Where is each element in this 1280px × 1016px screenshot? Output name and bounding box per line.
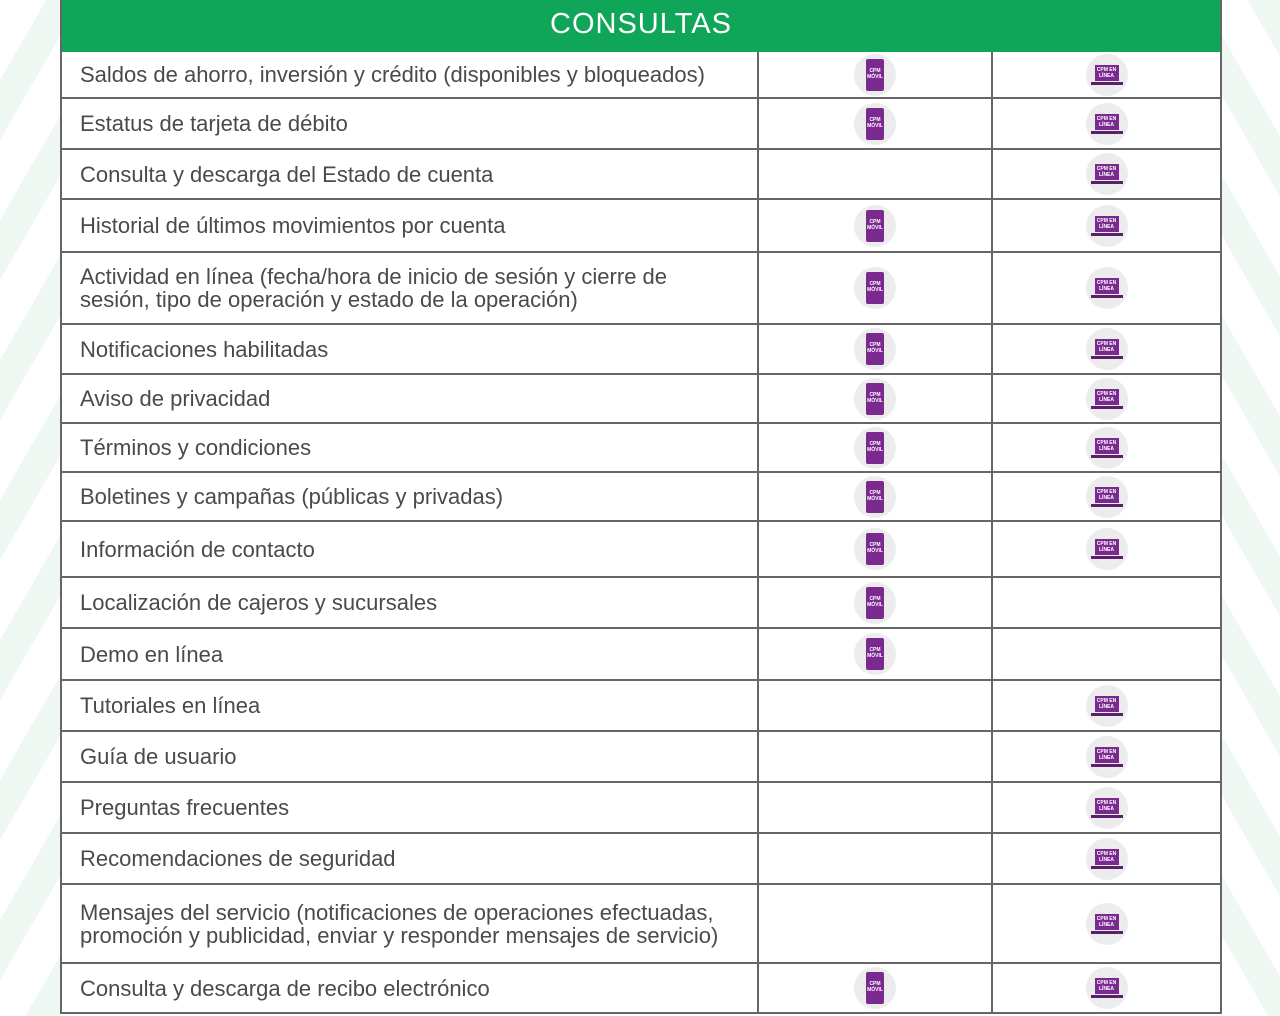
mobile-cell <box>759 375 993 422</box>
laptop-online-icon: CPM EN LÍNEA <box>1086 328 1128 370</box>
table-header: CONSULTAS <box>62 0 1220 52</box>
table-row <box>62 964 1220 1014</box>
mobile-cell <box>759 52 993 97</box>
table-row <box>62 52 1220 99</box>
mobile-app-icon: CPM MÓVIL <box>854 582 896 624</box>
laptop-online-icon: CPM EN LÍNEA <box>1086 427 1128 469</box>
table-row <box>62 522 1220 578</box>
mobile-cell <box>759 629 993 679</box>
feature-label: Aviso de privacidad <box>62 375 759 422</box>
table-row <box>62 681 1220 732</box>
table-row <box>62 99 1220 150</box>
laptop-online-icon: CPM EN LÍNEA <box>1086 476 1128 518</box>
laptop-online-icon: CPM EN LÍNEA <box>1086 103 1128 145</box>
laptop-online-icon: CPM EN LÍNEA <box>1086 54 1128 96</box>
mobile-cell <box>759 473 993 520</box>
online-cell <box>993 52 1220 97</box>
table-row <box>62 150 1220 200</box>
table-row <box>62 732 1220 783</box>
online-cell <box>993 522 1220 576</box>
laptop-online-icon: CPM EN LÍNEA <box>1086 736 1128 778</box>
mobile-app-icon: CPM MÓVIL <box>854 633 896 675</box>
laptop-online-icon: CPM EN LÍNEA <box>1086 205 1128 247</box>
feature-label: Guía de usuario <box>62 732 759 781</box>
online-cell <box>993 783 1220 832</box>
feature-label: Actividad en línea (fecha/hora de inicio de sesión y cierre de sesión, tipo de operación y estado de la operación) <box>62 253 759 323</box>
feature-label: Consulta y descarga del Estado de cuenta <box>62 150 759 198</box>
table-row <box>62 783 1220 834</box>
table-row <box>62 629 1220 681</box>
online-cell <box>993 200 1220 251</box>
feature-label: Boletines y campañas (públicas y privadas) <box>62 473 759 520</box>
table-row <box>62 253 1220 325</box>
mobile-cell <box>759 200 993 251</box>
laptop-online-icon: CPM EN LÍNEA <box>1086 967 1128 1009</box>
laptop-online-icon: CPM EN LÍNEA <box>1086 378 1128 420</box>
mobile-cell <box>759 783 993 832</box>
table-row <box>62 325 1220 375</box>
laptop-online-icon: CPM EN LÍNEA <box>1086 267 1128 309</box>
laptop-online-icon: CPM EN LÍNEA <box>1086 685 1128 727</box>
online-cell <box>993 629 1220 679</box>
feature-label: Localización de cajeros y sucursales <box>62 578 759 627</box>
online-cell <box>993 375 1220 422</box>
consultas-table <box>60 0 1222 1014</box>
feature-label: Información de contacto <box>62 522 759 576</box>
mobile-app-icon: CPM MÓVIL <box>854 378 896 420</box>
mobile-cell <box>759 150 993 198</box>
mobile-cell <box>759 964 993 1012</box>
mobile-app-icon: CPM MÓVIL <box>854 103 896 145</box>
online-cell <box>993 253 1220 323</box>
feature-label: Mensajes del servicio (notificaciones de operaciones efectuadas, promoción y publicidad, enviar y responder mensajes de servicio) <box>62 885 759 962</box>
mobile-app-icon: CPM MÓVIL <box>854 205 896 247</box>
mobile-cell <box>759 681 993 730</box>
online-cell <box>993 732 1220 781</box>
mobile-app-icon: CPM MÓVIL <box>854 476 896 518</box>
mobile-cell <box>759 522 993 576</box>
feature-label: Tutoriales en línea <box>62 681 759 730</box>
table-row <box>62 578 1220 629</box>
table-row <box>62 834 1220 885</box>
online-cell <box>993 681 1220 730</box>
online-cell <box>993 964 1220 1012</box>
mobile-cell <box>759 578 993 627</box>
online-cell <box>993 885 1220 962</box>
mobile-cell <box>759 732 993 781</box>
mobile-cell <box>759 253 993 323</box>
online-cell <box>993 325 1220 373</box>
mobile-app-icon: CPM MÓVIL <box>854 267 896 309</box>
laptop-online-icon: CPM EN LÍNEA <box>1086 903 1128 945</box>
table-row <box>62 885 1220 964</box>
mobile-cell <box>759 834 993 883</box>
online-cell <box>993 834 1220 883</box>
mobile-app-icon: CPM MÓVIL <box>854 427 896 469</box>
mobile-app-icon: CPM MÓVIL <box>854 54 896 96</box>
laptop-online-icon: CPM EN LÍNEA <box>1086 528 1128 570</box>
online-cell <box>993 99 1220 148</box>
table-row <box>62 375 1220 424</box>
online-cell <box>993 424 1220 471</box>
feature-label: Preguntas frecuentes <box>62 783 759 832</box>
background-pattern-right <box>1222 0 1280 1016</box>
table-row <box>62 473 1220 522</box>
mobile-app-icon: CPM MÓVIL <box>854 528 896 570</box>
feature-label: Recomendaciones de seguridad <box>62 834 759 883</box>
feature-label: Estatus de tarjeta de débito <box>62 99 759 148</box>
laptop-online-icon: CPM EN LÍNEA <box>1086 787 1128 829</box>
mobile-cell <box>759 325 993 373</box>
mobile-cell <box>759 885 993 962</box>
feature-label: Saldos de ahorro, inversión y crédito (disponibles y bloqueados) <box>62 52 759 97</box>
feature-label: Consulta y descarga de recibo electrónico <box>62 964 759 1012</box>
mobile-app-icon: CPM MÓVIL <box>854 328 896 370</box>
online-cell <box>993 473 1220 520</box>
online-cell <box>993 150 1220 198</box>
online-cell <box>993 578 1220 627</box>
table-row <box>62 200 1220 253</box>
background-pattern-left <box>0 0 60 1016</box>
feature-label: Términos y condiciones <box>62 424 759 471</box>
laptop-online-icon: CPM EN LÍNEA <box>1086 153 1128 195</box>
mobile-app-icon: CPM MÓVIL <box>854 967 896 1009</box>
feature-label: Demo en línea <box>62 629 759 679</box>
table-row <box>62 424 1220 473</box>
feature-label: Notificaciones habilitadas <box>62 325 759 373</box>
feature-label: Historial de últimos movimientos por cuenta <box>62 200 759 251</box>
mobile-cell <box>759 424 993 471</box>
laptop-online-icon: CPM EN LÍNEA <box>1086 838 1128 880</box>
mobile-cell <box>759 99 993 148</box>
